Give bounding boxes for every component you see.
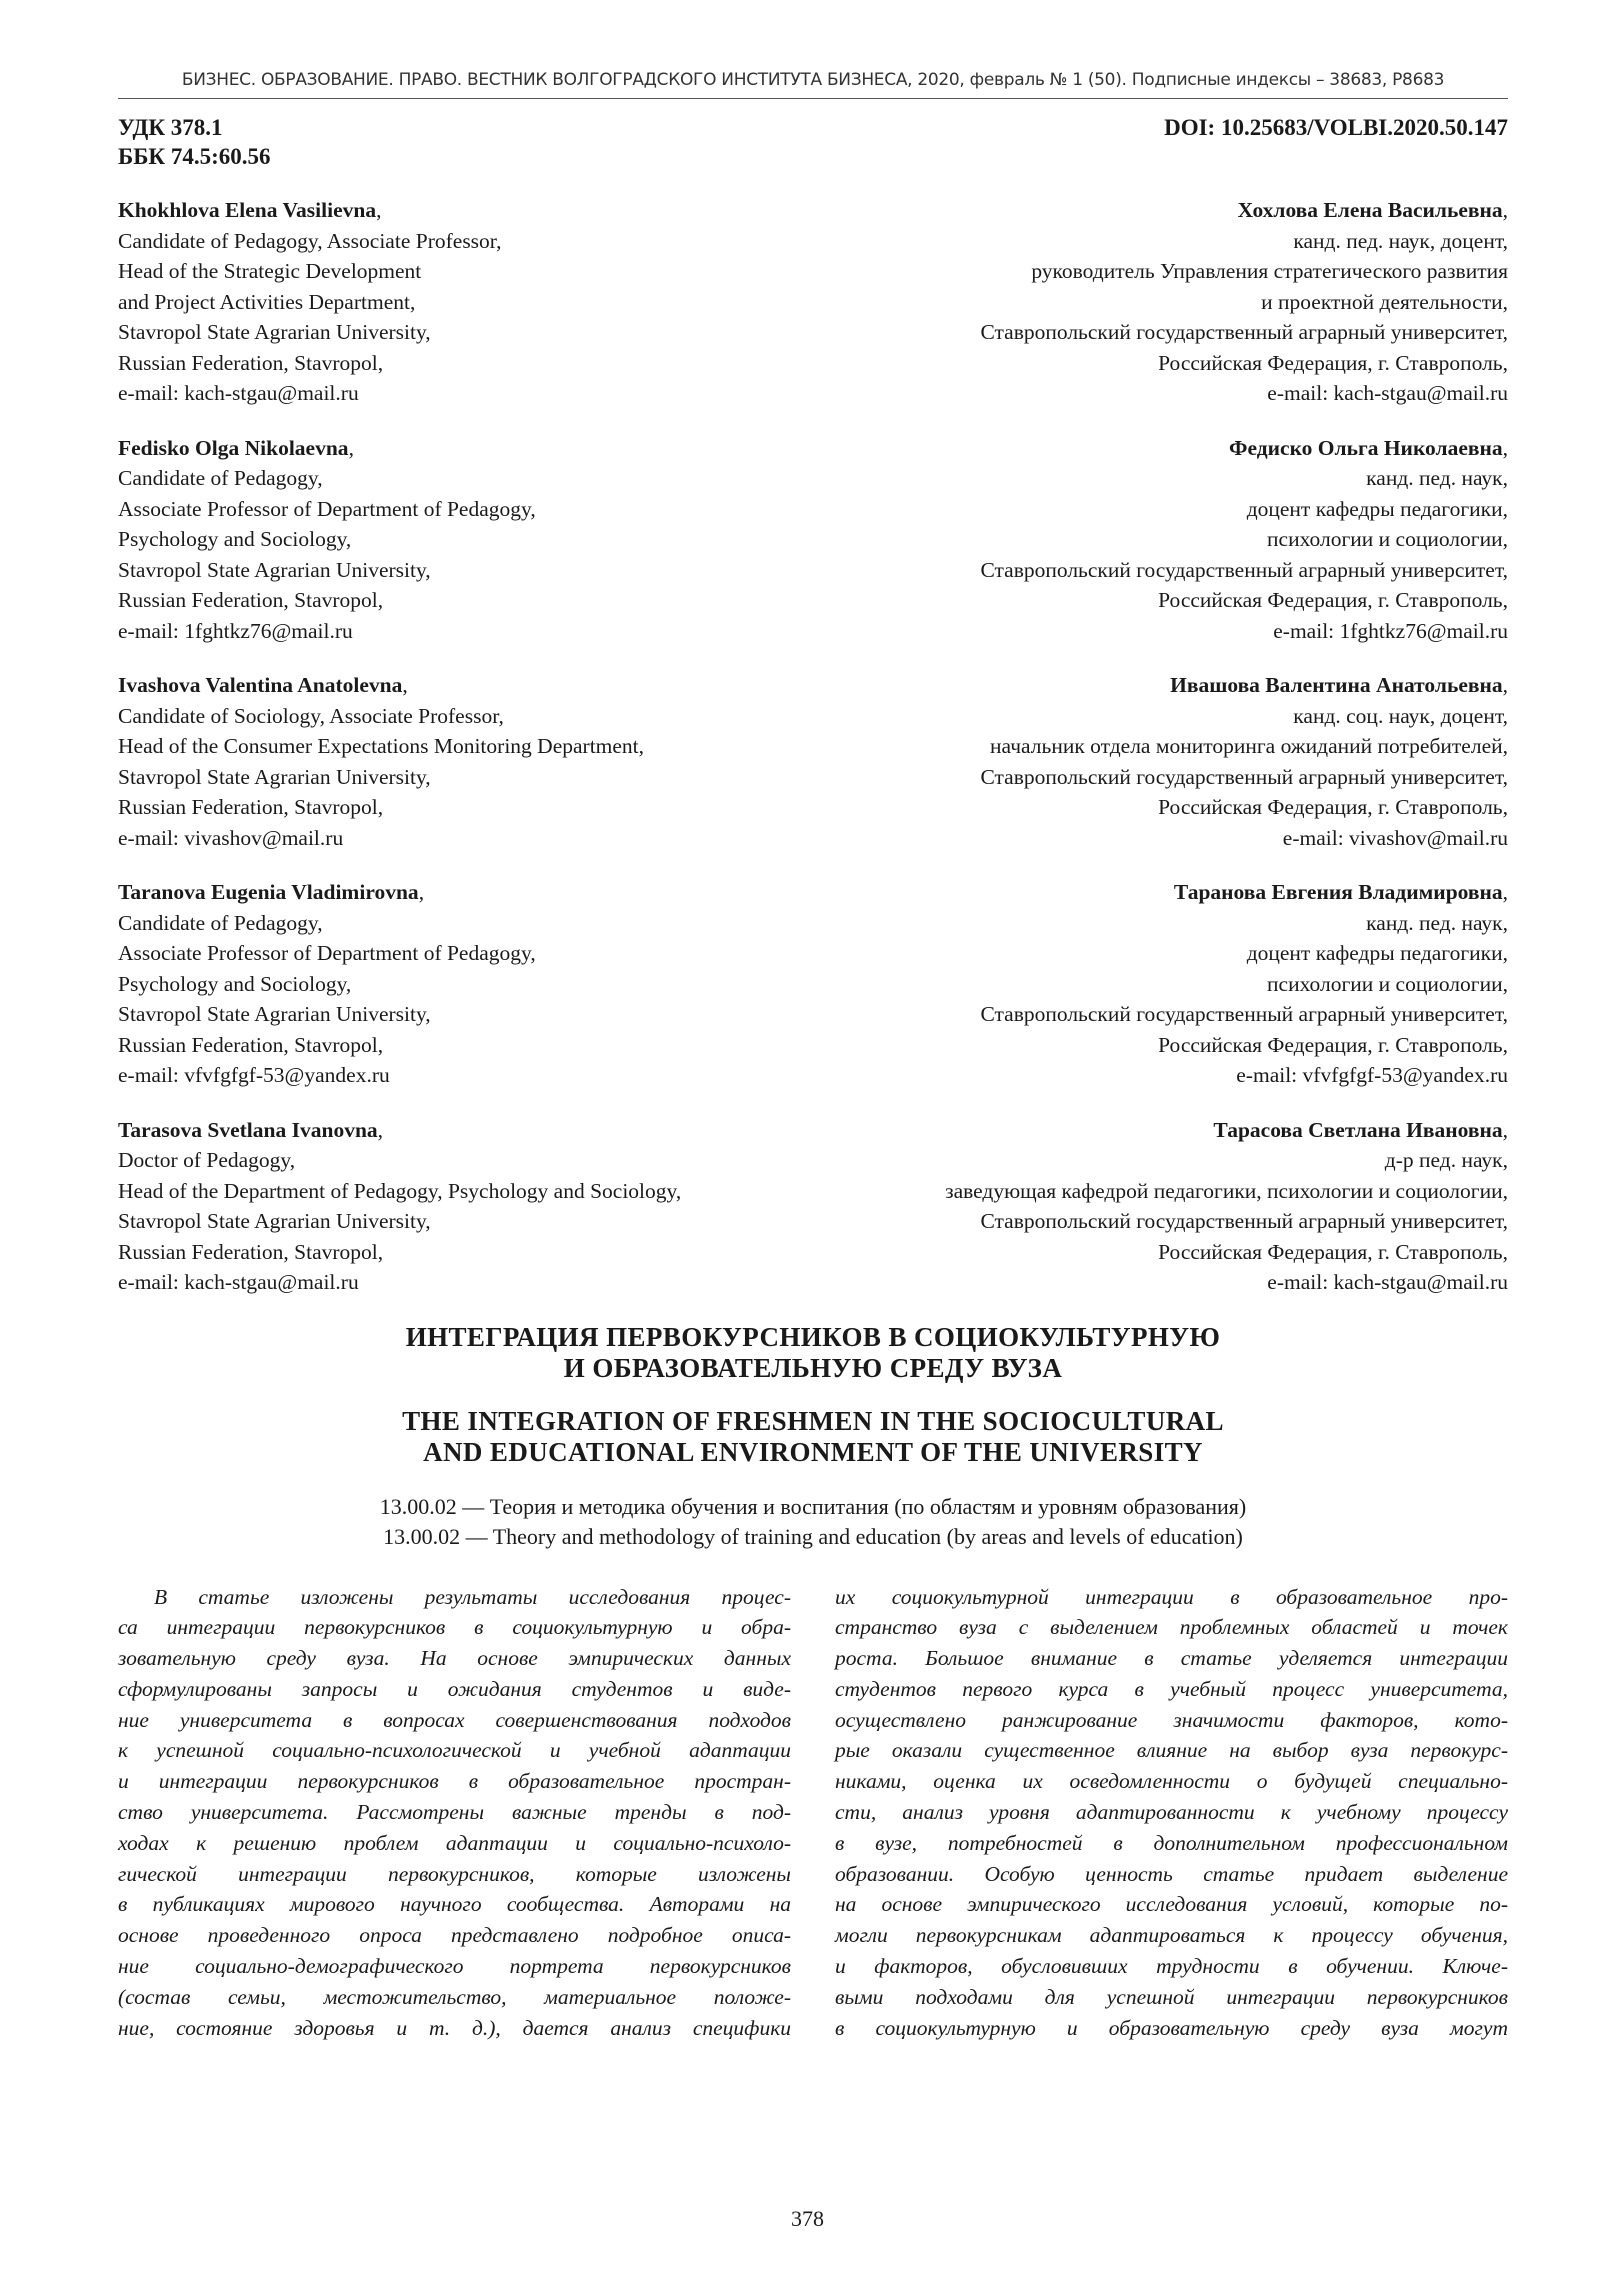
title-ru-line: И ОБРАЗОВАТЕЛЬНУЮ СРЕДУ ВУЗА xyxy=(563,1352,1063,1383)
abstract-line: выми подходами для успешной интеграции первокурсников xyxy=(835,1984,1508,2009)
abstract-line: могли первокурсникам адаптироваться к процессу обучения, xyxy=(835,1923,1508,1948)
author-affiliation-line: Ставропольский государственный аграрный университет, xyxy=(980,764,1508,789)
author-name: Fedisko Olga Nikolaevna xyxy=(118,435,349,460)
abstract-line: в социокультурную и образовательную среду вуза могут xyxy=(835,2015,1508,2040)
title-ru-line: ИНТЕГРАЦИЯ ПЕРВОКУРСНИКОВ В СОЦИОКУЛЬТУРНУЮ xyxy=(405,1321,1221,1352)
author-affiliation-line: e-mail: vivashov@mail.ru xyxy=(1282,825,1508,850)
author-affiliation-line: канд. пед. наук, xyxy=(1366,910,1508,935)
author-affiliation-line: канд. пед. наук, xyxy=(1366,466,1508,490)
author-affiliation-line: e-mail: vfvfgfgf-53@yandex.ru xyxy=(1236,1063,1508,1087)
author-affiliation-line: Russian Federation, Stavropol, xyxy=(118,350,384,375)
author-affiliation-line: Candidate of Pedagogy, xyxy=(118,466,323,490)
author-affiliation-line: доцент кафедры педагогики, xyxy=(1246,496,1508,521)
abstract-line: ходах к решению проблем адаптации и социально-психоло- xyxy=(118,1830,791,1855)
author-affiliation-line: начальник отдела мониторинга ожиданий потребителей, xyxy=(990,734,1508,758)
abstract-line: В статье изложены результаты исследования процес- xyxy=(154,1584,791,1609)
author-ru-info: Ивашова Валентина Анатольевна, канд. соц. наук, доцент, начальник отдела мониторинга ожиданий потребителей, Ставропольский государственный аграрный университет, Российская Федерация, г. Ставрополь, e-mail: vivashov@mail.ru xyxy=(980,670,1508,853)
author-entry xyxy=(118,670,1508,853)
author-affiliation-line: Stavropol State Agrarian University, xyxy=(118,320,431,344)
author-name: Хохлова Елена Васильевна xyxy=(1237,198,1503,222)
author-affiliation-line: психологии и социологии, xyxy=(1267,971,1508,996)
author-en-info: Tarasova Svetlana Ivanovna, Doctor of Pedagogy, Head of the Department of Pedagogy, Psychology and Sociology, Stavropol State Agrarian University, Russian Federation, Stavropol, e-mail: kach-stgau@mail.ru xyxy=(118,1115,681,1298)
abstract-line: ние университета в вопросах совершенствования подходов xyxy=(118,1707,791,1732)
author-affiliation-line: Ставропольский государственный аграрный университет, xyxy=(980,1209,1508,1233)
author-entry xyxy=(118,195,1508,409)
abstract-line: их социокультурной интеграции в образовательное про- xyxy=(835,1584,1508,1609)
abstract-line: ние, состояние здоровья и т. д.), дается анализ специфики xyxy=(118,2015,791,2040)
author-affiliation-line: e-mail: vfvfgfgf-53@yandex.ru xyxy=(118,1063,390,1087)
author-affiliation-line: e-mail: kach-stgau@mail.ru xyxy=(118,381,359,405)
abstract-line: осуществлено ранжирование значимости факторов, кото- xyxy=(835,1707,1508,1732)
abstract-line: на основе эмпирического исследования условий, которые по- xyxy=(835,1892,1508,1917)
author-affiliation-line: Российская Федерация, г. Ставрополь, xyxy=(1158,350,1508,375)
author-affiliation-line: руководитель Управления стратегического развития xyxy=(1031,259,1508,283)
author-affiliation-line: Ставропольский государственный аграрный университет, xyxy=(980,1002,1508,1026)
author-affiliation-line: Российская Федерация, г. Ставрополь, xyxy=(1158,795,1508,819)
author-name: Тарасова Светлана Ивановна xyxy=(1213,1117,1503,1142)
abstract-line: образовании. Особую ценность статье придает выделение xyxy=(835,1861,1508,1886)
running-header: БИЗНЕС. ОБРАЗОВАНИЕ. ПРАВО. ВЕСТНИК ВОЛГОГРАДСКОГО ИНСТИТУТА БИЗНЕСА, 2020, февраль № 1 (50). Подписные индексы – 38683, P8683 xyxy=(118,70,1508,99)
abstract-line: роста. Большое внимание в статье уделяется интеграции xyxy=(835,1646,1508,1671)
author-name: Khokhlova Elena Vasilievna xyxy=(118,198,377,222)
abstract-line: сформулированы запросы и ожидания студентов и виде- xyxy=(118,1676,791,1701)
abstract-line: (состав семьи, местожительство, материальное положе- xyxy=(118,1984,791,2009)
author-affiliation-line: и проектной деятельности, xyxy=(1261,289,1508,314)
author-affiliation-line: Российская Федерация, г. Ставрополь, xyxy=(1158,588,1508,612)
abstract-line: сти, анализ уровня адаптированности к учебному процессу xyxy=(835,1800,1508,1825)
abstract-line: ство университета. Рассмотрены важные тренды в под- xyxy=(118,1800,791,1825)
author-affiliation-line: Psychology and Sociology, xyxy=(118,527,352,551)
author-affiliation-line: Associate Professor of Department of Pedagogy, xyxy=(118,496,536,521)
author-affiliation-line: and Project Activities Department, xyxy=(118,289,416,314)
abstract-line: странство вуза с выделением проблемных областей и точек xyxy=(835,1615,1508,1640)
author-entry xyxy=(118,877,1508,1091)
author-affiliation-line: канд. соц. наук, доцент, xyxy=(1293,703,1508,728)
author-affiliation-line: Stavropol State Agrarian University, xyxy=(118,557,431,582)
author-affiliation-line: Candidate of Pedagogy, Associate Professor, xyxy=(118,228,502,253)
author-affiliation-line: Российская Федерация, г. Ставрополь, xyxy=(1158,1239,1508,1264)
abstract-line: к успешной социально-психологической и учебной адаптации xyxy=(118,1738,791,1763)
author-affiliation-line: Head of the Consumer Expectations Monitoring Department, xyxy=(118,734,645,758)
abstract-line: рые оказали существенное влияние на выбор вуза первокурс- xyxy=(835,1738,1508,1763)
classification-codes xyxy=(118,113,1508,171)
author-name: Таранова Евгения Владимировна xyxy=(1173,880,1503,904)
author-ru-info: Хохлова Елена Васильевна, канд. пед. наук, доцент, руководитель Управления стратегического развития и проектной деятельности, Ставропольский государственный аграрный университет, Российская Федерация, г. Ставрополь, e-mail: kach-stgau@mail.ru xyxy=(980,195,1508,409)
author-affiliation-line: Ставропольский государственный аграрный университет, xyxy=(980,557,1508,582)
article-page xyxy=(118,70,1508,2043)
author-ru-info: Таранова Евгения Владимировна, канд. пед. наук, доцент кафедры педагогики, психологии и социологии, Ставропольский государственный аграрный университет, Российская Федерация, г. Ставрополь, e-mail: vfvfgfgf-53@yandex.ru xyxy=(980,877,1508,1091)
author-affiliation-line: Russian Federation, Stavropol, xyxy=(118,1032,384,1057)
author-affiliation-line: Candidate of Sociology, Associate Professor, xyxy=(118,703,504,728)
author-affiliation-line: e-mail: vivashov@mail.ru xyxy=(118,825,344,850)
udc-bbk-block xyxy=(118,113,271,171)
author-affiliation-line: Russian Federation, Stavropol, xyxy=(118,795,384,819)
author-en-info: Khokhlova Elena Vasilievna, Candidate of Pedagogy, Associate Professor, Head of the Strategic Development and Project Activities Department, Stavropol State Agrarian University, Russian Federation, Stavropol, e-mail: kach-stgau@mail.ru xyxy=(118,195,501,409)
abstract xyxy=(118,1582,1508,2044)
author-name: Taranova Eugenia Vladimirovna xyxy=(118,880,419,904)
author-affiliation-line: заведующая кафедрой педагогики, психологии и социологии, xyxy=(945,1178,1508,1203)
author-affiliation-line: Psychology and Sociology, xyxy=(118,971,352,996)
abstract-line: гической интеграции первокурсников, которые изложены xyxy=(118,1861,791,1886)
specialty-block xyxy=(118,1492,1508,1552)
title-en xyxy=(118,1406,1508,1468)
authors-list xyxy=(118,195,1508,1298)
abstract-line: ние социально-демографического портрета первокурсников xyxy=(118,1954,791,1979)
author-affiliation-line: Российская Федерация, г. Ставрополь, xyxy=(1158,1032,1508,1057)
author-name: Tarasova Svetlana Ivanovna xyxy=(118,1117,378,1142)
author-en-info: Taranova Eugenia Vladimirovna, Candidate of Pedagogy, Associate Professor of Department of Pedagogy, Psychology and Sociology, Stavropol State Agrarian University, Russian Federation, Stavropol, e-mail: vfvfgfgf-53@yandex.ru xyxy=(118,877,536,1091)
author-affiliation-line: Russian Federation, Stavropol, xyxy=(118,1239,384,1264)
author-name: Федиско Ольга Николаевна xyxy=(1229,435,1503,460)
abstract-column-right xyxy=(835,1582,1508,2044)
author-affiliation-line: Associate Professor of Department of Pedagogy, xyxy=(118,941,536,965)
author-entry xyxy=(118,1115,1508,1298)
article-title-block xyxy=(118,1322,1508,1468)
author-affiliation-line: e-mail: 1fghtkz76@mail.ru xyxy=(118,618,353,643)
doi: DOI: 10.25683/VOLBI.2020.50.147 xyxy=(1164,115,1508,140)
author-affiliation-line: Stavropol State Agrarian University, xyxy=(118,1002,431,1026)
specialty-en: 13.00.02 — Theory and methodology of training and education (by areas and levels of education) xyxy=(383,1523,1243,1549)
author-affiliation-line: e-mail: 1fghtkz76@mail.ru xyxy=(1273,618,1508,643)
author-affiliation-line: Russian Federation, Stavropol, xyxy=(118,588,384,612)
author-affiliation-line: Head of the Strategic Development xyxy=(118,259,422,283)
title-ru xyxy=(118,1322,1508,1384)
title-en-line: THE INTEGRATION OF FRESHMEN IN THE SOCIOCULTURAL xyxy=(402,1405,1224,1436)
author-en-info: Ivashova Valentina Anatolevna, Candidate of Sociology, Associate Professor, Head of the Consumer Expectations Monitoring Department, Stavropol State Agrarian University, Russian Federation, Stavropol, e-mail: vivashov@mail.ru xyxy=(118,670,644,853)
author-affiliation-line: Stavropol State Agrarian University, xyxy=(118,1209,431,1233)
author-entry xyxy=(118,433,1508,647)
author-affiliation-line: e-mail: kach-stgau@mail.ru xyxy=(1267,1270,1508,1294)
author-affiliation-line: доцент кафедры педагогики, xyxy=(1246,941,1508,965)
abstract-line: основе проведенного опроса представлено подробное описа- xyxy=(118,1923,791,1948)
author-affiliation-line: e-mail: kach-stgau@mail.ru xyxy=(118,1270,359,1294)
author-en-info: Fedisko Olga Nikolaevna, Candidate of Pedagogy, Associate Professor of Department of Pedagogy, Psychology and Sociology, Stavropol State Agrarian University, Russian Federation, Stavropol, e-mail: 1fghtkz76@mail.ru xyxy=(118,433,536,647)
specialty-ru: 13.00.02 — Теория и методика обучения и воспитания (по областям и уровням образования) xyxy=(379,1493,1247,1519)
abstract-line: и факторов, обусловивших трудности в обучении. Ключе- xyxy=(835,1954,1508,1979)
abstract-line: и интеграции первокурсников в образовательное простран- xyxy=(118,1769,791,1794)
page-number: 378 xyxy=(791,2206,824,2231)
abstract-line: са интеграции первокурсников в социокультурную и обра- xyxy=(118,1615,791,1640)
author-ru-info: Тарасова Светлана Ивановна, д-р пед. наук, заведующая кафедрой педагогики, психологии и социологии, Ставропольский государственный аграрный университет, Российская Федерация, г. Ставрополь, e-mail: kach-stgau@mail.ru xyxy=(945,1115,1508,1298)
author-affiliation-line: Ставропольский государственный аграрный университет, xyxy=(980,320,1508,344)
author-name: Ивашова Валентина Анатольевна xyxy=(1170,673,1503,697)
udc-code: УДК 378.1 xyxy=(118,115,223,140)
author-ru-info: Федиско Ольга Николаевна, канд. пед. наук, доцент кафедры педагогики, психологии и социологии, Ставропольский государственный аграрный университет, Российская Федерация, г. Ставрополь, e-mail: 1fghtkz76@mail.ru xyxy=(980,433,1508,647)
abstract-line: в вузе, потребностей в дополнительном профессиональном xyxy=(835,1830,1508,1855)
author-affiliation-line: Head of the Department of Pedagogy, Psychology and Sociology, xyxy=(118,1178,682,1203)
author-affiliation-line: канд. пед. наук, доцент, xyxy=(1293,228,1508,253)
author-affiliation-line: психологии и социологии, xyxy=(1267,527,1508,551)
abstract-line: студентов первого курса в учебный процесс университета, xyxy=(835,1676,1508,1701)
author-affiliation-line: Candidate of Pedagogy, xyxy=(118,910,323,935)
abstract-line: в публикациях мирового научного сообщества. Авторами на xyxy=(118,1892,791,1917)
author-name: Ivashova Valentina Anatolevna xyxy=(118,673,403,697)
title-en-line: AND EDUCATIONAL ENVIRONMENT OF THE UNIVERSITY xyxy=(423,1436,1203,1467)
author-affiliation-line: д-р пед. наук, xyxy=(1384,1148,1508,1172)
abstract-column-left xyxy=(118,1582,791,2044)
abstract-line: никами, оценка их осведомленности о будущей специально- xyxy=(835,1769,1508,1794)
author-affiliation-line: Doctor of Pedagogy, xyxy=(118,1148,296,1172)
abstract-line: зовательную среду вуза. На основе эмпирических данных xyxy=(118,1646,791,1671)
author-affiliation-line: Stavropol State Agrarian University, xyxy=(118,764,431,789)
bbk-code: ББК 74.5:60.56 xyxy=(118,144,271,169)
author-affiliation-line: e-mail: kach-stgau@mail.ru xyxy=(1267,381,1508,405)
